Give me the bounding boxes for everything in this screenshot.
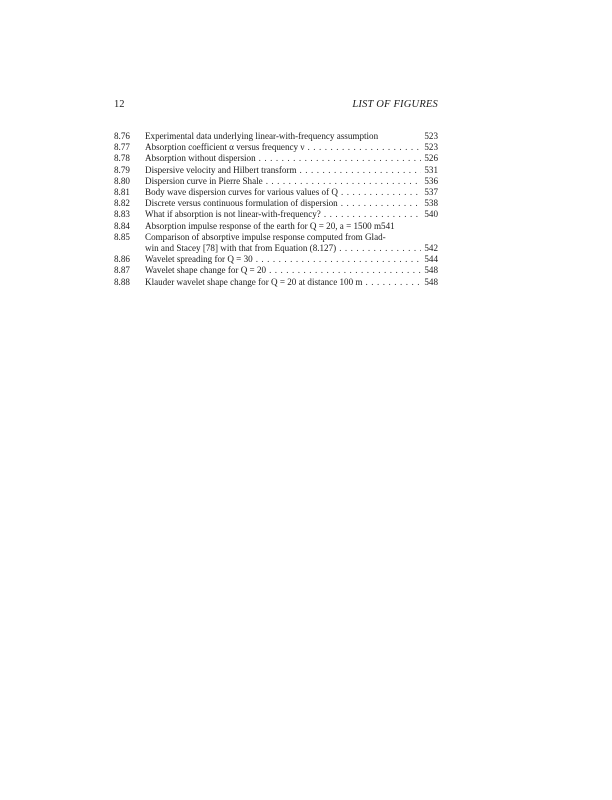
figure-entry[interactable] xyxy=(114,232,438,254)
figure-number: 8.79 xyxy=(114,164,130,175)
figure-entry[interactable] xyxy=(114,209,438,220)
dot-leader xyxy=(263,176,422,187)
figure-number: 8.84 xyxy=(114,220,130,231)
dot-leader xyxy=(363,277,422,288)
figure-number: 8.82 xyxy=(114,198,130,209)
figure-title: Wavelet spreading for Q = 30 xyxy=(145,254,253,265)
dot-leader xyxy=(338,198,422,209)
figure-entry[interactable] xyxy=(114,187,438,198)
figure-page: 538 xyxy=(424,198,438,209)
figure-page: 526 xyxy=(424,153,438,164)
figure-number: 8.80 xyxy=(114,175,130,186)
figure-page: 523 xyxy=(424,131,438,141)
figure-title: Dispersive velocity and Hilbert transform xyxy=(145,164,297,175)
figure-number: 8.78 xyxy=(114,153,130,164)
figure-entry[interactable] xyxy=(114,131,438,142)
figure-page: 542 xyxy=(424,243,438,254)
running-title: LIST OF FIGURES xyxy=(352,99,438,110)
figure-number: 8.83 xyxy=(114,209,130,220)
dot-leader xyxy=(304,142,421,153)
figure-title-line-1: Comparison of absorptive impulse response computed from Glad- xyxy=(145,231,386,242)
figure-number: 8.86 xyxy=(114,254,130,265)
figure-page: 537 xyxy=(424,187,438,198)
figure-page: 536 xyxy=(424,175,438,186)
dot-leader xyxy=(297,165,422,176)
figure-title-line-2: win and Stacey [78] with that from Equation (8.127) xyxy=(145,243,337,254)
figure-page: 548 xyxy=(424,265,438,276)
figure-entry[interactable] xyxy=(114,221,438,232)
figure-title: Absorption coefficient α versus frequency ν xyxy=(145,142,305,153)
figure-number: 8.76 xyxy=(114,131,130,141)
figure-title: Wavelet shape change for Q = 20 xyxy=(145,265,267,276)
dot-leader xyxy=(266,265,421,276)
page-header xyxy=(114,99,438,115)
figure-entry[interactable] xyxy=(114,142,438,153)
figure-page: 541 xyxy=(381,220,395,231)
figure-entry[interactable] xyxy=(114,165,438,176)
dot-leader xyxy=(253,254,422,265)
figure-title: Discrete versus continuous formulation of dispersion xyxy=(145,198,338,209)
figure-number: 8.85 xyxy=(114,231,130,242)
figure-entry[interactable] xyxy=(114,176,438,187)
figure-entry[interactable] xyxy=(114,153,438,164)
figure-title: Klauder wavelet shape change for Q = 20 at distance 100 m xyxy=(145,276,363,287)
figure-page: 531 xyxy=(424,164,438,175)
figure-number: 8.87 xyxy=(114,265,130,276)
figure-entry[interactable] xyxy=(114,198,438,209)
figure-page: 523 xyxy=(424,142,438,153)
figure-page: 544 xyxy=(424,254,438,265)
dot-leader xyxy=(338,187,421,198)
dot-leader xyxy=(321,209,422,220)
figure-entry[interactable] xyxy=(114,254,438,265)
figure-entry[interactable] xyxy=(114,265,438,276)
dot-leader xyxy=(256,153,422,164)
dot-leader xyxy=(336,243,421,254)
figure-page: 548 xyxy=(424,276,438,287)
list-of-figures xyxy=(114,131,438,288)
figure-title: Body wave dispersion curves for various values of Q xyxy=(145,187,338,198)
figure-page: 540 xyxy=(424,209,438,220)
figure-title: What if absorption is not linear-with-frequency? xyxy=(145,209,321,220)
figure-entry[interactable] xyxy=(114,277,438,288)
figure-title: Absorption impulse response of the earth for Q = 20, a = 1500 m xyxy=(145,220,382,231)
figure-title: Absorption without dispersion xyxy=(145,153,256,164)
figure-number: 8.88 xyxy=(114,276,130,287)
figure-number: 8.81 xyxy=(114,187,130,198)
figure-number: 8.77 xyxy=(114,142,130,153)
figure-title: Dispersion curve in Pierre Shale xyxy=(145,175,263,186)
page-number: 12 xyxy=(114,99,125,110)
figure-title: Experimental data underlying linear-with-frequency assumption xyxy=(145,131,379,141)
